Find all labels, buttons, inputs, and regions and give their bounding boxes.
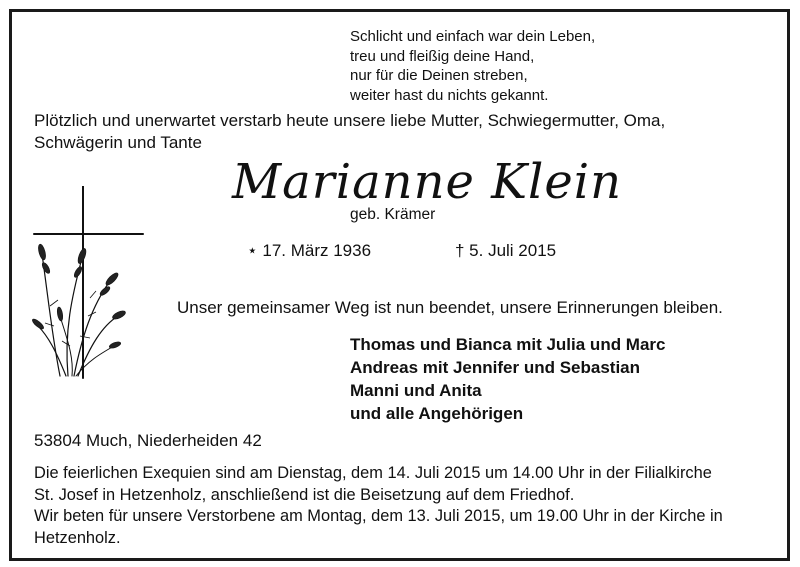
poem-line: Schlicht und einfach war dein Leben,: [350, 28, 596, 45]
details-line: Wir beten für unsere Verstorbene am Montag, dem 13. Juli 2015, um 19.00 Uhr in der Kirche in: [34, 507, 723, 525]
details-line: St. Josef in Hetzenholz, anschließend ist die Beisetzung auf dem Friedhof.: [34, 485, 575, 504]
obituary-card: [9, 9, 790, 561]
details-line: Hetzenholz.: [34, 528, 121, 547]
poem-line: nur für die Deinen streben,: [350, 67, 528, 84]
birth-date: ⋆ 17. März 1936: [247, 241, 372, 260]
cross-with-wheat-icon: [30, 186, 160, 381]
memorial-quote: Unser gemeinsamer Weg ist nun beendet, unsere Erinnerungen bleiben.: [177, 298, 723, 317]
mourner-line: Thomas und Bianca mit Julia und Marc: [350, 335, 666, 354]
mourners-list: [350, 333, 666, 425]
poem-line: treu und fleißig deine Hand,: [350, 47, 535, 65]
family-address: 53804 Much, Niederheiden 42: [34, 431, 262, 450]
details-line: Die feierlichen Exequien sind am Dienstag, dem 14. Juli 2015 um 14.00 Uhr in der Filialkirche: [34, 464, 712, 482]
deceased-name: Marianne Klein: [232, 154, 623, 210]
announcement-intro: [34, 110, 665, 154]
poem-line: weiter hast du nichts gekannt.: [350, 86, 549, 104]
mourner-line: und alle Angehörigen: [350, 404, 524, 423]
poem: [350, 27, 595, 105]
mourner-line: Andreas mit Jennifer und Sebastian: [350, 358, 641, 377]
mourner-line: Manni und Anita: [350, 381, 482, 400]
intro-line: Plötzlich und unerwartet verstarb heute unsere liebe Mutter, Schwiegermutter, Oma,: [34, 111, 666, 130]
funeral-details: [34, 463, 723, 549]
death-date: † 5. Juli 2015: [455, 241, 557, 260]
maiden-name: geb. Krämer: [350, 206, 436, 223]
intro-line: Schwägerin und Tante: [34, 133, 202, 152]
